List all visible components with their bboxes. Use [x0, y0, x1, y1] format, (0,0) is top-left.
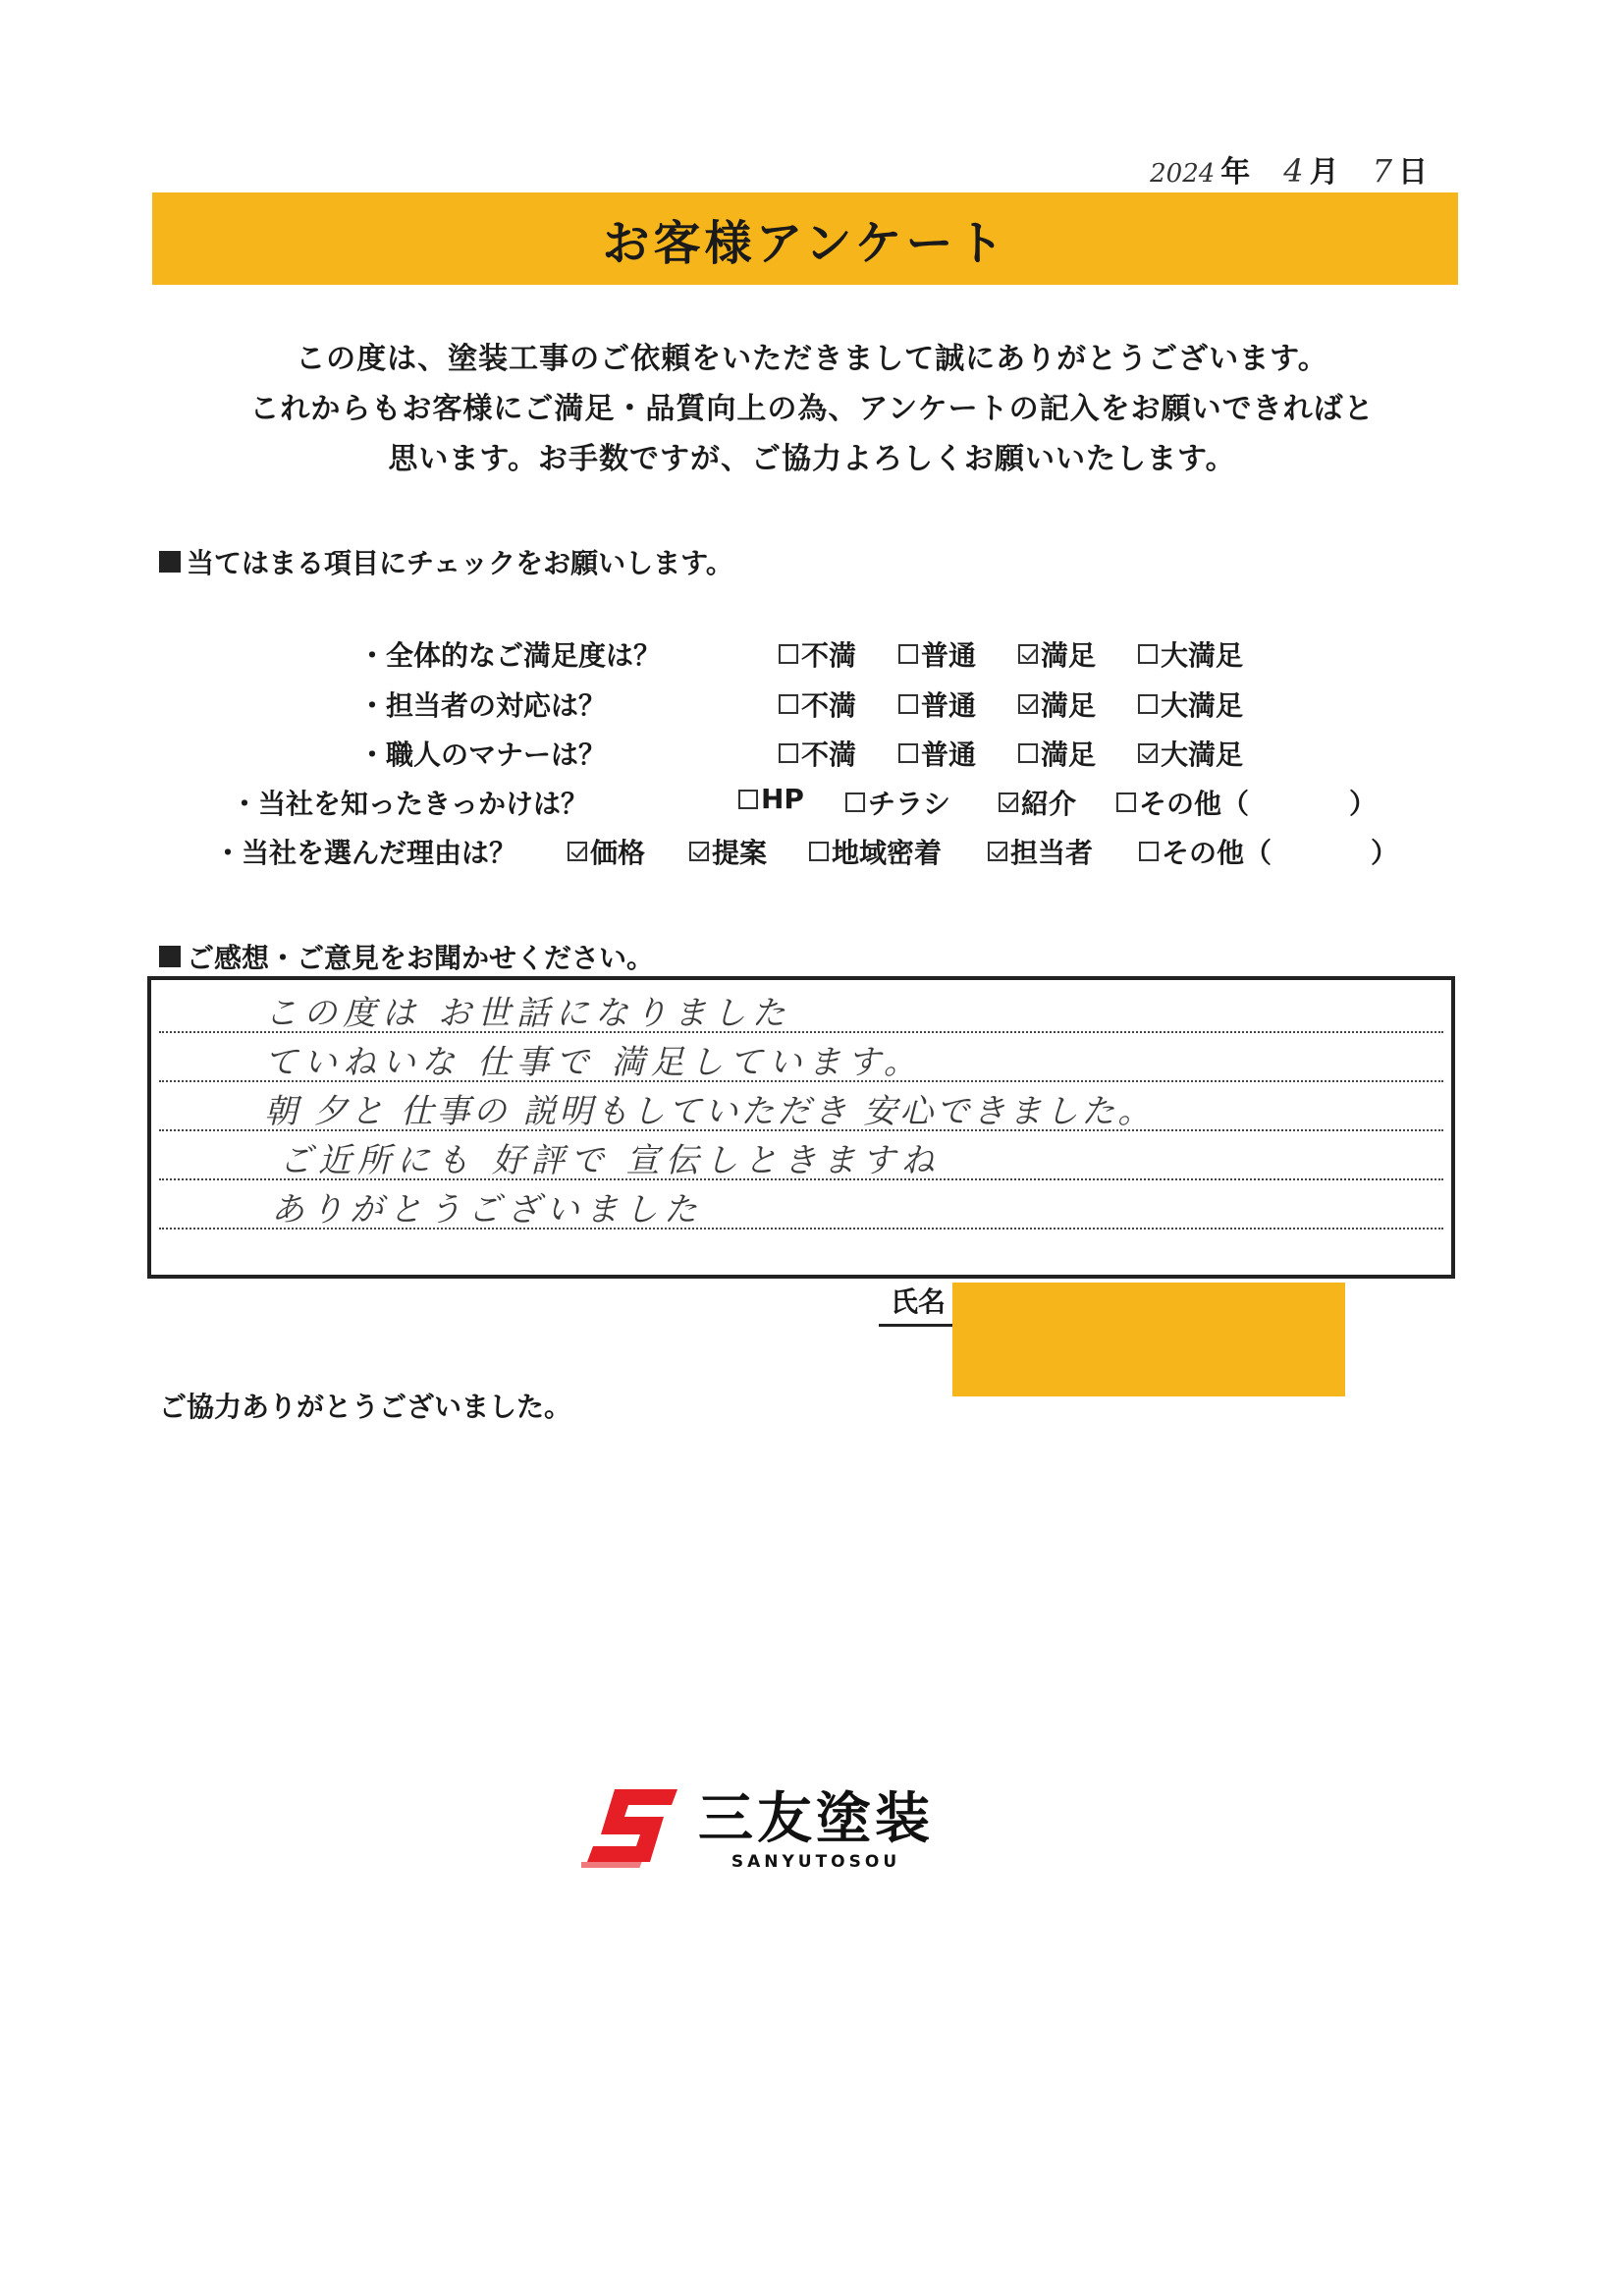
option-manzoku[interactable]: 満足 — [1018, 734, 1096, 773]
thanks-text: ご協力ありがとうございました。 — [159, 1391, 572, 1423]
option-fuman[interactable]: 不満 — [779, 684, 856, 724]
question-label: ・全体的なご満足度は？ — [358, 639, 662, 672]
checkbox-icon[interactable] — [845, 793, 865, 812]
page-title: お客様アンケート — [602, 215, 1008, 271]
checkbox-icon[interactable] — [1116, 793, 1136, 812]
logo-name: 三友塗装 — [698, 1787, 934, 1851]
checkbox-icon[interactable] — [738, 790, 758, 809]
question-row — [0, 634, 1624, 674]
checklist-heading-text: 当てはまる項目にチェックをお願いします。 — [187, 547, 733, 579]
name-redaction — [952, 1283, 1345, 1396]
checkbox-checked-icon[interactable] — [988, 842, 1007, 861]
option-manzoku[interactable]: 満足 — [1018, 634, 1096, 674]
date-month: 4 — [1283, 152, 1304, 190]
option-daimanzoku[interactable]: 大満足 — [1138, 734, 1243, 773]
checkbox-checked-icon[interactable] — [1018, 644, 1038, 664]
comments-heading — [159, 937, 654, 976]
logo-s-mark-icon — [581, 1785, 684, 1874]
checkbox-icon[interactable] — [1138, 644, 1158, 664]
option-sonota[interactable]: その他（ — [1116, 783, 1249, 822]
option-sonota[interactable]: その他（ — [1139, 832, 1272, 871]
option-daimanzoku[interactable]: 大満足 — [1138, 684, 1243, 724]
intro-line: この度は、塗装工事のご依頼をいただきまして誠にありがとうございます。 — [296, 342, 1328, 376]
comment-line: ありがとうございました — [271, 1190, 703, 1230]
checkbox-icon[interactable] — [1139, 842, 1159, 861]
option-futsuu[interactable]: 普通 — [898, 634, 976, 674]
option-chiiki-mitchaku[interactable]: 地域密着 — [809, 832, 942, 871]
checkbox-icon[interactable] — [898, 743, 918, 763]
option-futsuu[interactable]: 普通 — [898, 734, 976, 773]
close-paren: ） — [1349, 788, 1378, 820]
option-kakaku[interactable]: 価格 — [568, 832, 645, 871]
question-label: ・当社を選んだ理由は？ — [214, 837, 517, 869]
question-row — [0, 684, 1624, 724]
intro-line: これからもお客様にご満足・品質向上の為、アンケートの記入をお願いできればと — [249, 392, 1375, 426]
checkbox-checked-icon[interactable] — [689, 842, 709, 861]
checkbox-icon[interactable] — [809, 842, 829, 861]
checkbox-checked-icon[interactable] — [1018, 694, 1038, 714]
option-manzoku[interactable]: 満足 — [1018, 684, 1096, 724]
checkbox-icon[interactable] — [1018, 743, 1038, 763]
date-year: 2024 — [1150, 159, 1216, 189]
square-bullet-icon — [159, 551, 181, 573]
close-paren: ） — [1371, 837, 1399, 869]
question-row — [0, 783, 1624, 822]
name-label: 氏名 — [879, 1281, 957, 1327]
date-day: 7 — [1372, 152, 1392, 190]
question-label: ・担当者の対応は？ — [358, 689, 607, 722]
comment-line: ご近所にも 好評で 宣伝しときますね — [279, 1141, 941, 1180]
question-label: ・職人のマナーは？ — [358, 738, 607, 771]
question-label: ・当社を知ったきっかけは？ — [231, 788, 589, 820]
comment-line: ていねいな 仕事で 満足しています。 — [264, 1043, 923, 1082]
date-year-unit: 年 — [1220, 155, 1251, 190]
intro-line: 思います。お手数ですが、ご協力よろしくお願いいたします。 — [388, 442, 1236, 476]
checkbox-icon[interactable] — [1138, 694, 1158, 714]
checkbox-icon[interactable] — [779, 743, 798, 763]
date-month-unit: 月 — [1309, 155, 1339, 190]
checkbox-icon[interactable] — [898, 644, 918, 664]
checkbox-checked-icon[interactable] — [568, 842, 587, 861]
option-futsuu[interactable]: 普通 — [898, 684, 976, 724]
option-shoukai[interactable]: 紹介 — [999, 783, 1076, 822]
option-fuman[interactable]: 不満 — [779, 634, 856, 674]
question-row — [0, 734, 1624, 773]
comment-line: 朝 夕と 仕事の 説明もしていただき 安心できました。 — [264, 1092, 1155, 1131]
option-hp[interactable]: HP — [738, 783, 804, 815]
checklist-heading — [159, 542, 733, 581]
option-tantousha[interactable]: 担当者 — [988, 832, 1093, 871]
checkbox-checked-icon[interactable] — [1138, 743, 1158, 763]
square-bullet-icon — [159, 946, 181, 967]
checkbox-icon[interactable] — [779, 644, 798, 664]
comments-box[interactable] — [147, 976, 1455, 1279]
checkbox-icon[interactable] — [779, 694, 798, 714]
checkbox-icon[interactable] — [898, 694, 918, 714]
logo-text — [698, 1787, 934, 1872]
date — [1150, 147, 1428, 191]
comment-line: この度は お世話になりました — [264, 994, 791, 1033]
question-row — [0, 832, 1624, 871]
comments-heading-text: ご感想・ご意見をお聞かせください。 — [187, 942, 655, 974]
option-chirashi[interactable]: チラシ — [845, 783, 950, 822]
option-fuman[interactable]: 不満 — [779, 734, 856, 773]
option-teian[interactable]: 提案 — [689, 832, 767, 871]
intro-text — [0, 334, 1624, 484]
logo-romaji: SANYUTOSOU — [731, 1852, 901, 1872]
title-banner — [152, 192, 1458, 285]
company-logo — [581, 1785, 934, 1874]
date-day-unit: 日 — [1398, 155, 1428, 190]
checkbox-checked-icon[interactable] — [999, 793, 1018, 812]
option-daimanzoku[interactable]: 大満足 — [1138, 634, 1243, 674]
